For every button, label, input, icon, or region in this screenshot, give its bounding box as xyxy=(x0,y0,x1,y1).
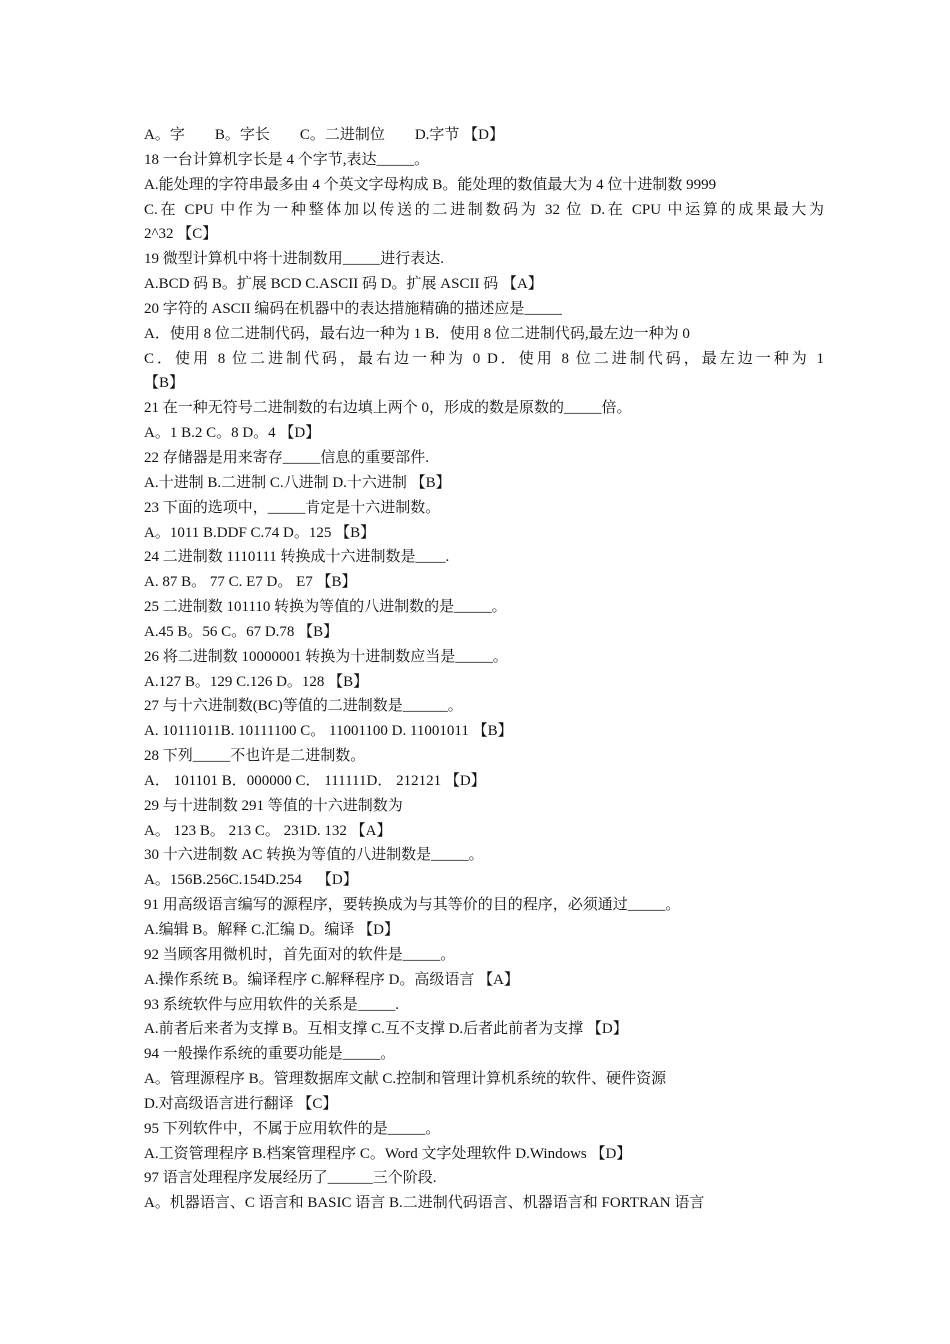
text-line: 97 语言处理程序发展经历了______三个阶段. xyxy=(144,1170,437,1187)
text-line: A。机器语言、C 语言和 BASIC 语言 B.二进制代码语言、机器语言和 FORTRAN 语言 xyxy=(144,1195,705,1212)
text-line: C．使用 8 位二进制代码，最右边一种为 0 D．使用 8 位二进制代码，最左边一种为 1 xyxy=(144,350,824,367)
text-line: A.工资管理程序 B.档案管理程序 C。Word 文字处理软件 D.Windows 【D】 xyxy=(144,1145,632,1162)
text-line: 18 一台计算机字长是 4 个字节,表达_____。 xyxy=(144,151,430,168)
text-line: 29 与十进制数 291 等值的十六进制数为 xyxy=(144,797,403,814)
text-line: A. 10111011B. 10111100 C。 11001100 D. 11001011 【B】 xyxy=(144,723,513,740)
text-line: 19 微型计算机中将十进制数用_____进行表达. xyxy=(144,251,445,268)
text-line: 20 字符的 ASCII 编码在机器中的表达措施精确的描述应是_____ xyxy=(144,300,562,317)
text-line: A. 87 B。 77 C. E7 D。 E7 【B】 xyxy=(144,574,357,591)
text-line: 30 十六进制数 AC 转换为等值的八进制数是_____。 xyxy=(144,847,484,864)
text-line: C.在 CPU 中作为一种整体加以传送的二进制数码为 32 位 D.在 CPU 中运算的成果最大为 xyxy=(144,201,824,218)
text-line: A.前者后来者为支撑 B。互相支撑 C.互不支撑 D.后者此前者为支撑 【D】 xyxy=(144,1021,628,1038)
text-line: A.45 B。56 C。67 D.78 【B】 xyxy=(144,623,339,640)
text-line: A。1 B.2 C。8 D。4 【D】 xyxy=(144,425,321,442)
text-line: 94 一般操作系统的重要功能是_____。 xyxy=(144,1046,396,1063)
text-line: A.十进制 B.二进制 C.八进制 D.十六进制 【B】 xyxy=(144,474,451,491)
text-line: A。字 B。字长 C。二进制位 D.字节 【D】 xyxy=(144,127,505,143)
text-line: 91 用高级语言编写的源程序，要转换成为与其等价的目的程序，必须通过_____。 xyxy=(144,897,681,914)
text-line: 2^32 【C】 xyxy=(144,226,218,243)
text-line: 95 下列软件中，不属于应用软件的是_____。 xyxy=(144,1120,441,1137)
text-line: 93 系统软件与应用软件的关系是_____. xyxy=(144,996,400,1013)
text-line: D.对高级语言进行翻译 【C】 xyxy=(144,1095,338,1112)
text-line: A.编辑 B。解释 C.汇编 D。编译 【D】 xyxy=(144,922,400,938)
text-line: 27 与十六进制数(BC)等值的二进制数是______。 xyxy=(144,698,463,715)
text-line: A． 101101 B．000000 C． 111111D． 212121 【D】 xyxy=(144,772,486,789)
text-line: 22 存储器是用来寄存_____信息的重要部件. xyxy=(144,449,430,466)
text-line: A。156B.256C.154D.254 【D】 xyxy=(144,872,358,889)
text-line: 【B】 xyxy=(144,375,185,392)
text-line: 92 当顾客用微机时，首先面对的软件是_____。 xyxy=(144,946,456,963)
text-line: 26 将二进制数 10000001 转换为十进制数应当是_____。 xyxy=(144,648,508,665)
text-line: A.操作系统 B。编译程序 C.解释程序 D。高级语言 【A】 xyxy=(144,971,520,988)
text-line: A.127 B。129 C.126 D。128 【B】 xyxy=(144,673,369,690)
text-line: A.能处理的字符串最多由 4 个英文字母构成 B。能处理的数值最大为 4 位十进制数 9999 xyxy=(144,176,717,193)
text-line: A。1011 B.DDF C.74 D。125 【B】 xyxy=(144,524,376,541)
text-line: 25 二进制数 101110 转换为等值的八进制数的是_____。 xyxy=(144,599,507,616)
text-line: A．使用 8 位二进制代码，最右边一种为 1 B．使用 8 位二进制代码,最左边一种为 0 xyxy=(144,325,690,342)
document-body xyxy=(144,123,824,1216)
text-line: 28 下列_____不也许是二进制数。 xyxy=(144,748,366,765)
text-line: A。 123 B。 213 C。 231D. 132 【A】 xyxy=(144,822,392,839)
text-line: A。管理源程序 B。管理数据库文献 C.控制和管理计算机系统的软件、硬件资源 xyxy=(144,1071,667,1088)
text-line: 23 下面的选项中，_____肯定是十六进制数。 xyxy=(144,499,441,516)
text-line: 21 在一种无符号二进制数的右边填上两个 0，形成的数是原数的_____倍。 xyxy=(144,400,632,417)
text-line: 24 二进制数 1110111 转换成十六进制数是____. xyxy=(144,549,450,566)
text-line: A.BCD 码 B。扩展 BCD C.ASCII 码 D。扩展 ASCII 码 【A】 xyxy=(144,276,543,293)
